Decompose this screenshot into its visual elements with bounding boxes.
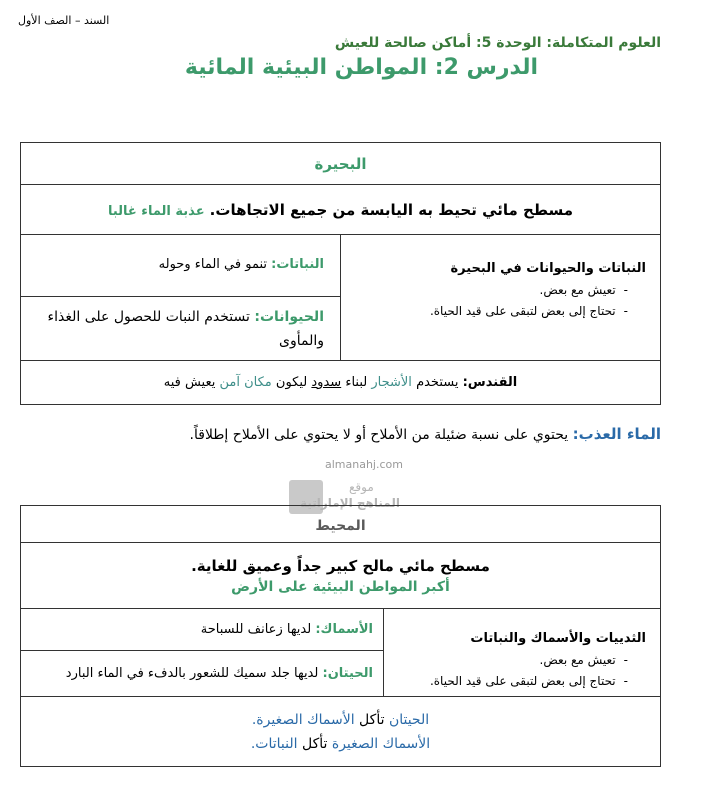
ocean-points [384, 650, 646, 692]
lake-plants-cell [21, 235, 341, 297]
chain2-a: الأسماك الصغيرة [331, 735, 431, 752]
plants-text: تنمو في الماء وحوله [158, 257, 267, 272]
animals-text: تستخدم النبات للحصول على الغذاء والمأوى [47, 308, 324, 349]
watermark-url: almanahj.com [325, 458, 403, 471]
ocean-definition-cell [21, 543, 661, 609]
beaver-cell [21, 361, 661, 405]
ocean-mammals-title: الثدييات والأسماك والنباتات [470, 631, 646, 646]
beaver-label: القندس: [462, 375, 518, 390]
whales-text: لديها جلد سميك للشعور بالدفء في الماء البارد [65, 666, 319, 681]
lake-animals-cell [21, 297, 341, 361]
list-item: - تحتاج إلى بعض لتبقى على قيد الحياة. [384, 671, 628, 692]
food-chain-line-2 [21, 732, 660, 756]
beaver-part: ليكون [275, 375, 308, 390]
fresh-water-line [190, 425, 661, 443]
list-item: - تعيش مع بعض. [341, 280, 628, 301]
whales-label: الحيتان: [322, 666, 373, 681]
fresh-water-label: الماء العذب: [572, 425, 661, 443]
chain1-a: الحيتان [388, 711, 430, 728]
list-item: - تحتاج إلى بعض لتبقى على قيد الحياة. [341, 301, 628, 322]
beaver-dams: سدود [311, 375, 342, 390]
chain2-verb: تأكل [301, 735, 328, 752]
ocean-largest: أكبر المواطن البيئية على الأرض [231, 578, 450, 595]
lake-definition: مسطح مائي تحيط به اليابسة من جميع الاتجاهات. [209, 201, 574, 219]
chain2-b: النباتات. [250, 735, 298, 752]
chain1-verb: تأكل [359, 711, 385, 728]
list-item: - تعيش مع بعض. [384, 650, 628, 671]
food-chain-cell [21, 697, 661, 767]
lake-plants-animals-title: النباتات والحيوانات في البحيرة [450, 261, 646, 276]
food-chain-line-1 [21, 708, 660, 732]
watermark-line1: موقع [349, 480, 374, 494]
ocean-fish-cell [21, 609, 384, 651]
fish-text: لديها زعانف للسباحة [200, 622, 312, 637]
watermark-line2: المناهج الإماراتية [300, 496, 400, 510]
ocean-table [20, 505, 661, 767]
beaver-trees: الأشجار [371, 375, 412, 390]
beaver-part: يعيش فيه [163, 375, 216, 390]
animals-label: الحيوانات: [254, 308, 324, 325]
lesson-title: الدرس 2: المواطن البيئية المائية [184, 55, 539, 80]
ocean-mammals-cell [384, 609, 661, 697]
lake-definition-note: عذبة الماء غالبا [107, 204, 205, 219]
fresh-water-text: يحتوي على نسبة ضئيلة من الأملاح أو لا يحتوي على الأملاح إطلاقاً. [189, 427, 569, 443]
lake-heading-cell [21, 143, 661, 185]
fish-label: الأسماك: [315, 622, 373, 637]
ocean-definition: مسطح مائي مالح كبير جداً وعميق للغاية. [191, 556, 490, 575]
ocean-heading: المحيط [315, 517, 366, 534]
ocean-whales-cell [21, 651, 384, 697]
beaver-safe-place: مكان آمن [219, 375, 272, 390]
lake-table [20, 142, 661, 405]
plants-label: النباتات: [271, 257, 324, 272]
lake-plants-animals-cell [341, 235, 661, 361]
corner-label: السند – الصف الأول [18, 14, 110, 27]
beaver-part: يستخدم [416, 375, 459, 390]
beaver-part: لبناء [345, 375, 368, 390]
unit-line: العلوم المتكاملة: الوحدة 5: أماكن صالحة للعيش [334, 35, 661, 51]
lake-points [341, 280, 646, 322]
lake-definition-cell [21, 185, 661, 235]
ocean-heading-cell [21, 506, 661, 543]
chain1-b: الأسماك الصغيرة. [251, 711, 355, 728]
lake-heading: البحيرة [314, 155, 367, 173]
